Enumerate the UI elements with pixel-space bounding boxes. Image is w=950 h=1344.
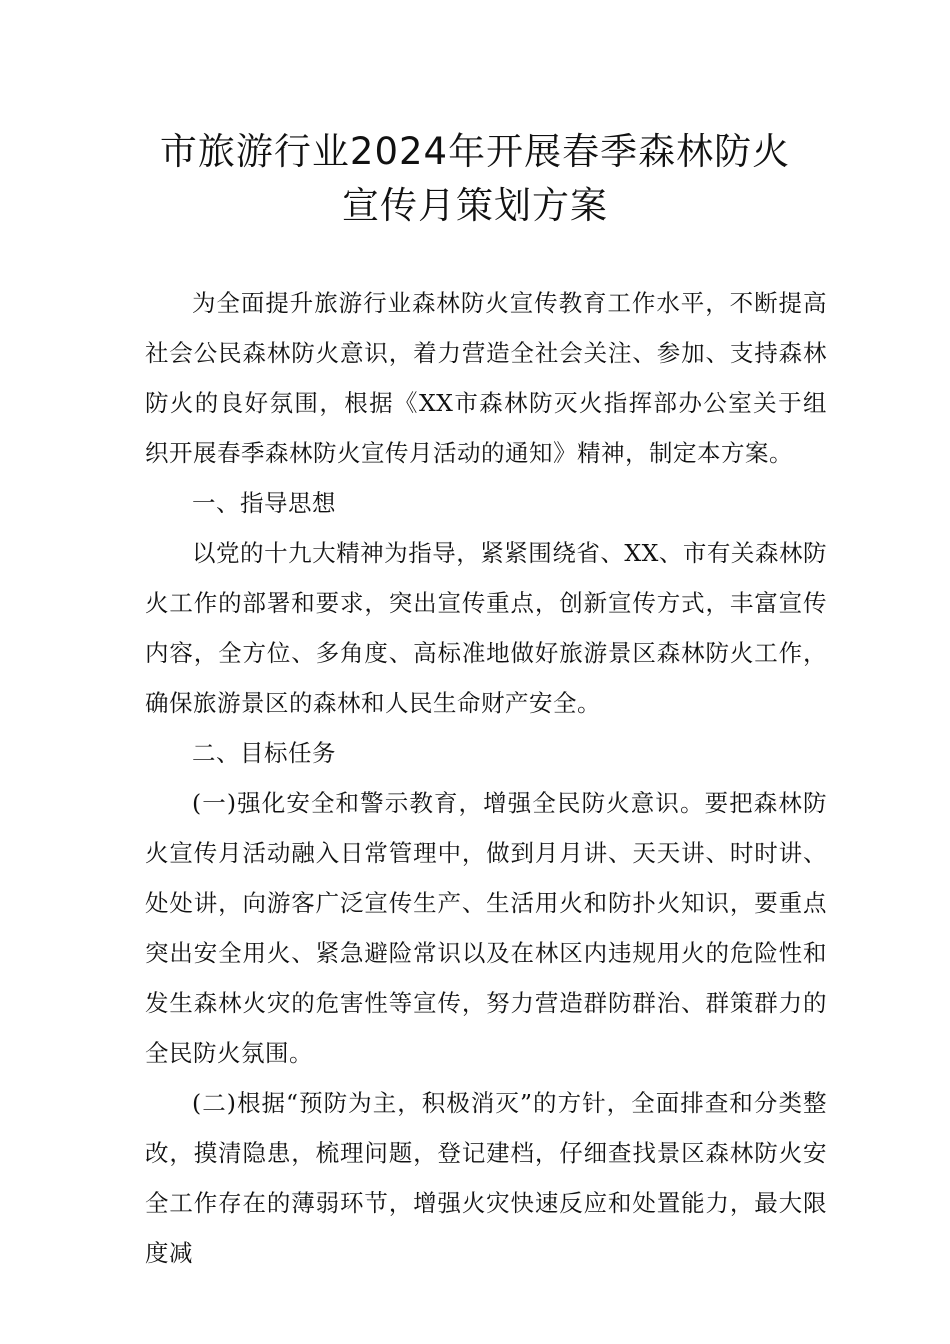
document-body <box>145 278 827 1278</box>
intro-paragraph: 为全面提升旅游行业森林防火宣传教育工作水平，不断提高社会公民森林防火意识，着力营造全社会关注、参加、支持森林防火的良好氛围，根据《XX市森林防灭火指挥部办公室关于组织开展春季森林防火宣传月活动的通知》精神，制定本方案。 <box>145 289 827 467</box>
section-heading-goals-tasks: 二、目标任务 <box>192 739 336 767</box>
task-paragraph-2: (二)根据“预防为主，积极消灭”的方针，全面排查和分类整改，摸清隐患，梳理问题，登记建档，仔细查找景区森林防火安全工作存在的薄弱环节，增强火灾快速反应和处置能力，最大限度减 <box>145 1089 827 1267</box>
task-paragraph-1: (一)强化安全和警示教育，增强全民防火意识。要把森林防火宣传月活动融入日常管理中，做到月月讲、天天讲、时时讲、处处讲，向游客广泛宣传生产、生活用火和防扑火知识，要重点突出安全用火、紧急避险常识以及在林区内违规用火的危险性和发生森林火灾的危害性等宣传，努力营造群防群治、群策群力的全民防火氛围。 <box>145 789 827 1067</box>
section-heading-guiding-ideology: 一、指导思想 <box>192 489 336 517</box>
document-title-line-2: 宣传月策划方案 <box>342 184 608 227</box>
guiding-ideology-paragraph: 以党的十九大精神为指导，紧紧围绕省、XX、市有关森林防火工作的部署和要求，突出宣传重点，创新宣传方式，丰富宣传内容，全方位、多角度、高标准地做好旅游景区森林防火工作，确保旅游景区的森林和人民生命财产安全。 <box>145 539 827 717</box>
document-title-line-1: 市旅游行业2024年开展春季森林防火 <box>159 130 791 173</box>
